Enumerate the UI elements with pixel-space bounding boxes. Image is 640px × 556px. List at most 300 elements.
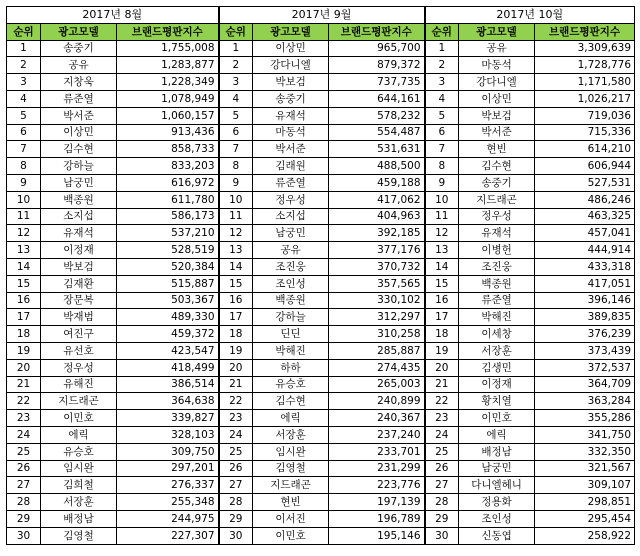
rank-cell: 21 [7, 376, 41, 393]
brand-index-cell-sep: 223,776 [329, 477, 425, 494]
model-name-cell-oct: 김생민 [459, 359, 535, 376]
brand-index-cell-oct: 341,750 [535, 426, 635, 443]
model-name-cell-oct: 김수현 [459, 158, 535, 175]
model-name-cell-oct: 백종원 [459, 275, 535, 292]
brand-index-cell-aug: 913,436 [117, 124, 219, 141]
model-name-cell-sep: 임시완 [253, 443, 329, 460]
rank-cell: 13 [425, 242, 459, 259]
table-row [7, 410, 635, 427]
brand-index-cell-sep: 312,297 [329, 309, 425, 326]
rank-cell: 11 [425, 208, 459, 225]
rank-cell: 7 [7, 141, 41, 158]
model-name-cell-sep: 현빈 [253, 494, 329, 511]
rank-cell: 28 [425, 494, 459, 511]
rank-cell: 27 [7, 477, 41, 494]
model-name-cell-oct: 마동석 [459, 57, 535, 74]
rank-cell: 6 [7, 124, 41, 141]
rank-cell: 22 [219, 393, 253, 410]
brand-index-cell-oct: 527,531 [535, 174, 635, 191]
model-name-cell-oct: 이병헌 [459, 242, 535, 259]
model-name-cell-sep: 백종원 [253, 292, 329, 309]
rank-cell: 30 [7, 527, 41, 544]
rank-cell: 8 [425, 158, 459, 175]
model-name-cell-oct: 남궁민 [459, 460, 535, 477]
table-row [7, 326, 635, 343]
rank-cell: 26 [219, 460, 253, 477]
rank-cell: 23 [219, 410, 253, 427]
brand-index-cell-sep: 310,258 [329, 326, 425, 343]
rank-cell: 19 [425, 342, 459, 359]
model-name-cell-oct: 정우성 [459, 208, 535, 225]
model-name-cell-aug: 소지섭 [41, 208, 117, 225]
brand-index-cell-sep: 240,899 [329, 393, 425, 410]
rank-cell: 28 [7, 494, 41, 511]
brand-index-cell-oct: 321,567 [535, 460, 635, 477]
brand-index-cell-aug: 586,173 [117, 208, 219, 225]
brand-index-cell-sep: 196,789 [329, 510, 425, 527]
model-name-cell-sep: 조진웅 [253, 258, 329, 275]
model-name-cell-aug: 송중기 [41, 40, 117, 57]
table-row [7, 494, 635, 511]
model-name-cell-aug: 지드래곤 [41, 393, 117, 410]
rank-cell: 29 [7, 510, 41, 527]
rank-cell: 8 [7, 158, 41, 175]
model-name-cell-aug: 김수현 [41, 141, 117, 158]
brand-index-cell-sep: 285,887 [329, 342, 425, 359]
rank-cell: 20 [425, 359, 459, 376]
brand-index-cell-sep: 357,565 [329, 275, 425, 292]
brand-index-cell-oct: 417,051 [535, 275, 635, 292]
model-name-cell-oct: 현빈 [459, 141, 535, 158]
model-name-cell-sep: 공유 [253, 242, 329, 259]
brand-index-cell-sep: 965,700 [329, 40, 425, 57]
rank-cell: 5 [425, 107, 459, 124]
header-index: 브랜드평판지수 [329, 23, 425, 40]
brand-index-cell-aug: 515,887 [117, 275, 219, 292]
rank-cell: 20 [219, 359, 253, 376]
table-row [7, 242, 635, 259]
model-name-cell-oct: 강다니엘 [459, 74, 535, 91]
rank-cell: 23 [7, 410, 41, 427]
model-name-cell-oct: 정용화 [459, 494, 535, 511]
model-name-cell-aug: 임시완 [41, 460, 117, 477]
model-name-cell-aug: 백종원 [41, 191, 117, 208]
table-row [7, 376, 635, 393]
model-name-cell-oct: 박보검 [459, 107, 535, 124]
brand-index-cell-sep: 370,732 [329, 258, 425, 275]
rank-cell: 8 [219, 158, 253, 175]
brand-index-cell-oct: 1,728,776 [535, 57, 635, 74]
model-name-cell-oct: 이민호 [459, 410, 535, 427]
brand-index-cell-sep: 488,500 [329, 158, 425, 175]
brand-index-cell-aug: 489,330 [117, 309, 219, 326]
brand-index-cell-aug: 1,228,349 [117, 74, 219, 91]
model-name-cell-sep: 남궁민 [253, 225, 329, 242]
rank-cell: 9 [7, 174, 41, 191]
model-name-cell-aug: 남궁민 [41, 174, 117, 191]
model-name-cell-sep: 딘딘 [253, 326, 329, 343]
brand-index-cell-sep: 274,435 [329, 359, 425, 376]
model-name-cell-oct: 다니엘헤니 [459, 477, 535, 494]
header-model: 광고모델 [41, 23, 117, 40]
model-name-cell-aug: 정우성 [41, 359, 117, 376]
brand-index-cell-oct: 363,284 [535, 393, 635, 410]
model-name-cell-aug: 이민호 [41, 410, 117, 427]
model-name-cell-sep: 김래원 [253, 158, 329, 175]
table-row [7, 40, 635, 57]
header-model: 광고모델 [459, 23, 535, 40]
model-name-cell-sep: 소지섭 [253, 208, 329, 225]
rank-cell: 14 [219, 258, 253, 275]
rank-cell: 23 [425, 410, 459, 427]
rank-cell: 7 [425, 141, 459, 158]
model-name-cell-oct: 조진웅 [459, 258, 535, 275]
model-name-cell-aug: 박서준 [41, 107, 117, 124]
rank-cell: 13 [7, 242, 41, 259]
header-index: 브랜드평판지수 [117, 23, 219, 40]
model-name-cell-oct: 유재석 [459, 225, 535, 242]
table-row [7, 393, 635, 410]
model-name-cell-oct: 공유 [459, 40, 535, 57]
table-row [7, 275, 635, 292]
month-header-row [7, 7, 635, 24]
brand-index-cell-aug: 1,755,008 [117, 40, 219, 57]
brand-index-cell-oct: 373,439 [535, 342, 635, 359]
model-name-cell-aug: 유해진 [41, 376, 117, 393]
rank-cell: 28 [219, 494, 253, 511]
rank-cell: 6 [219, 124, 253, 141]
rank-cell: 24 [7, 426, 41, 443]
model-name-cell-sep: 조인성 [253, 275, 329, 292]
table-row [7, 141, 635, 158]
model-name-cell-oct: 이정재 [459, 376, 535, 393]
model-name-cell-oct: 서장훈 [459, 342, 535, 359]
model-name-cell-sep: 이서진 [253, 510, 329, 527]
rank-cell: 7 [219, 141, 253, 158]
model-name-cell-oct: 조인성 [459, 510, 535, 527]
brand-index-cell-oct: 298,851 [535, 494, 635, 511]
brand-index-cell-oct: 486,246 [535, 191, 635, 208]
rank-cell: 11 [219, 208, 253, 225]
model-name-cell-aug: 장문복 [41, 292, 117, 309]
rank-cell: 25 [219, 443, 253, 460]
brand-index-cell-oct: 396,146 [535, 292, 635, 309]
brand-index-cell-sep: 265,003 [329, 376, 425, 393]
model-name-cell-oct: 이세창 [459, 326, 535, 343]
model-name-cell-oct: 이상민 [459, 90, 535, 107]
model-name-cell-oct: 황치열 [459, 393, 535, 410]
header-model: 광고모델 [253, 23, 329, 40]
brand-index-cell-sep: 377,176 [329, 242, 425, 259]
brand-index-cell-aug: 1,078,949 [117, 90, 219, 107]
rank-cell: 1 [425, 40, 459, 57]
model-name-cell-aug: 김영철 [41, 527, 117, 544]
brand-index-cell-aug: 503,367 [117, 292, 219, 309]
rank-cell: 18 [7, 326, 41, 343]
brand-index-cell-aug: 339,827 [117, 410, 219, 427]
brand-index-cell-sep: 233,701 [329, 443, 425, 460]
rank-cell: 12 [425, 225, 459, 242]
model-name-cell-oct: 박해진 [459, 309, 535, 326]
model-name-cell-aug: 류준열 [41, 90, 117, 107]
brand-index-cell-oct: 606,944 [535, 158, 635, 175]
rank-cell: 10 [7, 191, 41, 208]
rank-cell: 3 [7, 74, 41, 91]
model-name-cell-sep: 서장훈 [253, 426, 329, 443]
rank-cell: 9 [219, 174, 253, 191]
model-name-cell-aug: 이상민 [41, 124, 117, 141]
brand-index-cell-oct: 719,036 [535, 107, 635, 124]
rank-cell: 26 [425, 460, 459, 477]
model-name-cell-aug: 박보검 [41, 258, 117, 275]
rank-cell: 21 [219, 376, 253, 393]
table-row [7, 309, 635, 326]
header-rank: 순위 [425, 23, 459, 40]
brand-index-cell-sep: 879,372 [329, 57, 425, 74]
brand-index-cell-oct: 715,336 [535, 124, 635, 141]
model-name-cell-aug: 김희철 [41, 477, 117, 494]
rank-cell: 12 [219, 225, 253, 242]
brand-index-cell-oct: 614,210 [535, 141, 635, 158]
brand-index-cell-aug: 611,780 [117, 191, 219, 208]
brand-index-cell-oct: 1,026,217 [535, 90, 635, 107]
table-row [7, 426, 635, 443]
rank-cell: 24 [219, 426, 253, 443]
model-name-cell-sep: 지드래곤 [253, 477, 329, 494]
rank-cell: 16 [219, 292, 253, 309]
model-name-cell-sep: 하하 [253, 359, 329, 376]
model-name-cell-sep: 유재석 [253, 107, 329, 124]
rank-cell: 19 [7, 342, 41, 359]
brand-index-cell-aug: 528,519 [117, 242, 219, 259]
table-row [7, 90, 635, 107]
model-name-cell-sep: 박해진 [253, 342, 329, 359]
table-row [7, 443, 635, 460]
rank-cell: 2 [219, 57, 253, 74]
table-row [7, 359, 635, 376]
brand-index-cell-oct: 457,041 [535, 225, 635, 242]
brand-index-cell-sep: 531,631 [329, 141, 425, 158]
model-name-cell-aug: 여진구 [41, 326, 117, 343]
brand-index-cell-sep: 417,062 [329, 191, 425, 208]
brand-index-cell-oct: 355,286 [535, 410, 635, 427]
rank-cell: 19 [219, 342, 253, 359]
table-row [7, 158, 635, 175]
table-row [7, 107, 635, 124]
model-name-cell-oct: 류준열 [459, 292, 535, 309]
brand-index-cell-aug: 364,638 [117, 393, 219, 410]
brand-index-cell-sep: 330,102 [329, 292, 425, 309]
rank-cell: 2 [7, 57, 41, 74]
model-name-cell-sep: 유승호 [253, 376, 329, 393]
rank-cell: 15 [425, 275, 459, 292]
model-name-cell-sep: 김영철 [253, 460, 329, 477]
model-name-cell-aug: 서장훈 [41, 494, 117, 511]
table-row [7, 124, 635, 141]
rank-cell: 20 [7, 359, 41, 376]
brand-index-cell-sep: 197,139 [329, 494, 425, 511]
rank-cell: 25 [7, 443, 41, 460]
rank-cell: 4 [7, 90, 41, 107]
brand-index-cell-oct: 364,709 [535, 376, 635, 393]
rank-cell: 15 [7, 275, 41, 292]
table-row [7, 527, 635, 544]
brand-index-cell-oct: 444,914 [535, 242, 635, 259]
table-row [7, 191, 635, 208]
table-row [7, 510, 635, 527]
rank-cell: 18 [425, 326, 459, 343]
table-row [7, 258, 635, 275]
model-name-cell-aug: 유재석 [41, 225, 117, 242]
brand-index-cell-aug: 858,733 [117, 141, 219, 158]
rank-cell: 4 [219, 90, 253, 107]
brand-index-cell-oct: 433,318 [535, 258, 635, 275]
rank-cell: 17 [7, 309, 41, 326]
brand-index-cell-aug: 386,514 [117, 376, 219, 393]
rank-cell: 18 [219, 326, 253, 343]
model-name-cell-aug: 박재범 [41, 309, 117, 326]
brand-index-cell-sep: 578,232 [329, 107, 425, 124]
model-name-cell-sep: 류준열 [253, 174, 329, 191]
brand-index-cell-oct: 463,325 [535, 208, 635, 225]
brand-reputation-table [6, 6, 635, 545]
brand-index-cell-sep: 459,188 [329, 174, 425, 191]
table-row [7, 57, 635, 74]
rank-cell: 12 [7, 225, 41, 242]
rank-cell: 24 [425, 426, 459, 443]
rank-cell: 10 [219, 191, 253, 208]
brand-index-cell-sep: 195,146 [329, 527, 425, 544]
rank-cell: 4 [425, 90, 459, 107]
brand-index-cell-oct: 1,171,580 [535, 74, 635, 91]
brand-index-cell-sep: 737,735 [329, 74, 425, 91]
brand-index-cell-oct: 295,454 [535, 510, 635, 527]
model-name-cell-sep: 이민호 [253, 527, 329, 544]
rank-cell: 5 [219, 107, 253, 124]
table-row [7, 460, 635, 477]
rank-cell: 11 [7, 208, 41, 225]
rank-cell: 27 [425, 477, 459, 494]
rank-cell: 15 [219, 275, 253, 292]
brand-index-cell-oct: 258,922 [535, 527, 635, 544]
ranking-rows [7, 40, 635, 544]
brand-index-cell-aug: 244,975 [117, 510, 219, 527]
rank-cell: 29 [219, 510, 253, 527]
header-index: 브랜드평판지수 [535, 23, 635, 40]
model-name-cell-aug: 김재환 [41, 275, 117, 292]
model-name-cell-sep: 에릭 [253, 410, 329, 427]
brand-index-cell-oct: 376,239 [535, 326, 635, 343]
rank-cell: 1 [219, 40, 253, 57]
rank-cell: 30 [219, 527, 253, 544]
model-name-cell-aug: 배정남 [41, 510, 117, 527]
brand-index-cell-aug: 459,372 [117, 326, 219, 343]
brand-index-cell-aug: 537,210 [117, 225, 219, 242]
header-rank: 순위 [7, 23, 41, 40]
rank-cell: 30 [425, 527, 459, 544]
month-header-oct: 2017년 10월 [425, 7, 635, 24]
model-name-cell-sep: 강다니엘 [253, 57, 329, 74]
brand-index-cell-sep: 231,299 [329, 460, 425, 477]
model-name-cell-oct: 송중기 [459, 174, 535, 191]
header-rank: 순위 [219, 23, 253, 40]
rank-cell: 27 [219, 477, 253, 494]
rank-cell: 10 [425, 191, 459, 208]
model-name-cell-sep: 송중기 [253, 90, 329, 107]
rank-cell: 29 [425, 510, 459, 527]
brand-index-cell-oct: 389,835 [535, 309, 635, 326]
model-name-cell-oct: 에릭 [459, 426, 535, 443]
rank-cell: 14 [7, 258, 41, 275]
rank-cell: 3 [425, 74, 459, 91]
model-name-cell-aug: 공유 [41, 57, 117, 74]
rank-cell: 16 [7, 292, 41, 309]
rank-cell: 13 [219, 242, 253, 259]
brand-index-cell-aug: 255,348 [117, 494, 219, 511]
model-name-cell-sep: 박서준 [253, 141, 329, 158]
brand-index-cell-oct: 309,107 [535, 477, 635, 494]
brand-index-cell-oct: 3,309,639 [535, 40, 635, 57]
table-row [7, 208, 635, 225]
month-header-sep: 2017년 9월 [219, 7, 425, 24]
brand-index-cell-aug: 328,103 [117, 426, 219, 443]
brand-index-cell-aug: 423,547 [117, 342, 219, 359]
rank-cell: 6 [425, 124, 459, 141]
rank-cell: 25 [425, 443, 459, 460]
rank-cell: 17 [219, 309, 253, 326]
brand-index-cell-sep: 644,161 [329, 90, 425, 107]
model-name-cell-sep: 이상민 [253, 40, 329, 57]
model-name-cell-sep: 강하늘 [253, 309, 329, 326]
brand-index-cell-aug: 227,307 [117, 527, 219, 544]
table-row [7, 292, 635, 309]
table-row [7, 74, 635, 91]
brand-index-cell-oct: 332,350 [535, 443, 635, 460]
brand-index-cell-oct: 372,537 [535, 359, 635, 376]
brand-index-cell-aug: 297,201 [117, 460, 219, 477]
brand-index-cell-aug: 1,283,877 [117, 57, 219, 74]
rank-cell: 17 [425, 309, 459, 326]
model-name-cell-sep: 박보검 [253, 74, 329, 91]
table-row [7, 225, 635, 242]
model-name-cell-aug: 지창욱 [41, 74, 117, 91]
brand-index-cell-sep: 554,487 [329, 124, 425, 141]
brand-index-cell-sep: 237,240 [329, 426, 425, 443]
model-name-cell-oct: 지드래곤 [459, 191, 535, 208]
model-name-cell-sep: 마동석 [253, 124, 329, 141]
table-row [7, 477, 635, 494]
model-name-cell-aug: 유선호 [41, 342, 117, 359]
rank-cell: 9 [425, 174, 459, 191]
model-name-cell-oct: 신동엽 [459, 527, 535, 544]
brand-index-cell-aug: 309,750 [117, 443, 219, 460]
model-name-cell-oct: 배정남 [459, 443, 535, 460]
rank-cell: 22 [7, 393, 41, 410]
brand-index-cell-aug: 276,337 [117, 477, 219, 494]
table-row [7, 174, 635, 191]
ranking-table-container [6, 6, 634, 545]
model-name-cell-aug: 강하늘 [41, 158, 117, 175]
model-name-cell-oct: 박서준 [459, 124, 535, 141]
model-name-cell-aug: 에릭 [41, 426, 117, 443]
brand-index-cell-aug: 616,972 [117, 174, 219, 191]
rank-cell: 22 [425, 393, 459, 410]
brand-index-cell-sep: 404,963 [329, 208, 425, 225]
brand-index-cell-aug: 520,384 [117, 258, 219, 275]
month-header-aug: 2017년 8월 [7, 7, 219, 24]
model-name-cell-sep: 정우성 [253, 191, 329, 208]
brand-index-cell-aug: 1,060,157 [117, 107, 219, 124]
